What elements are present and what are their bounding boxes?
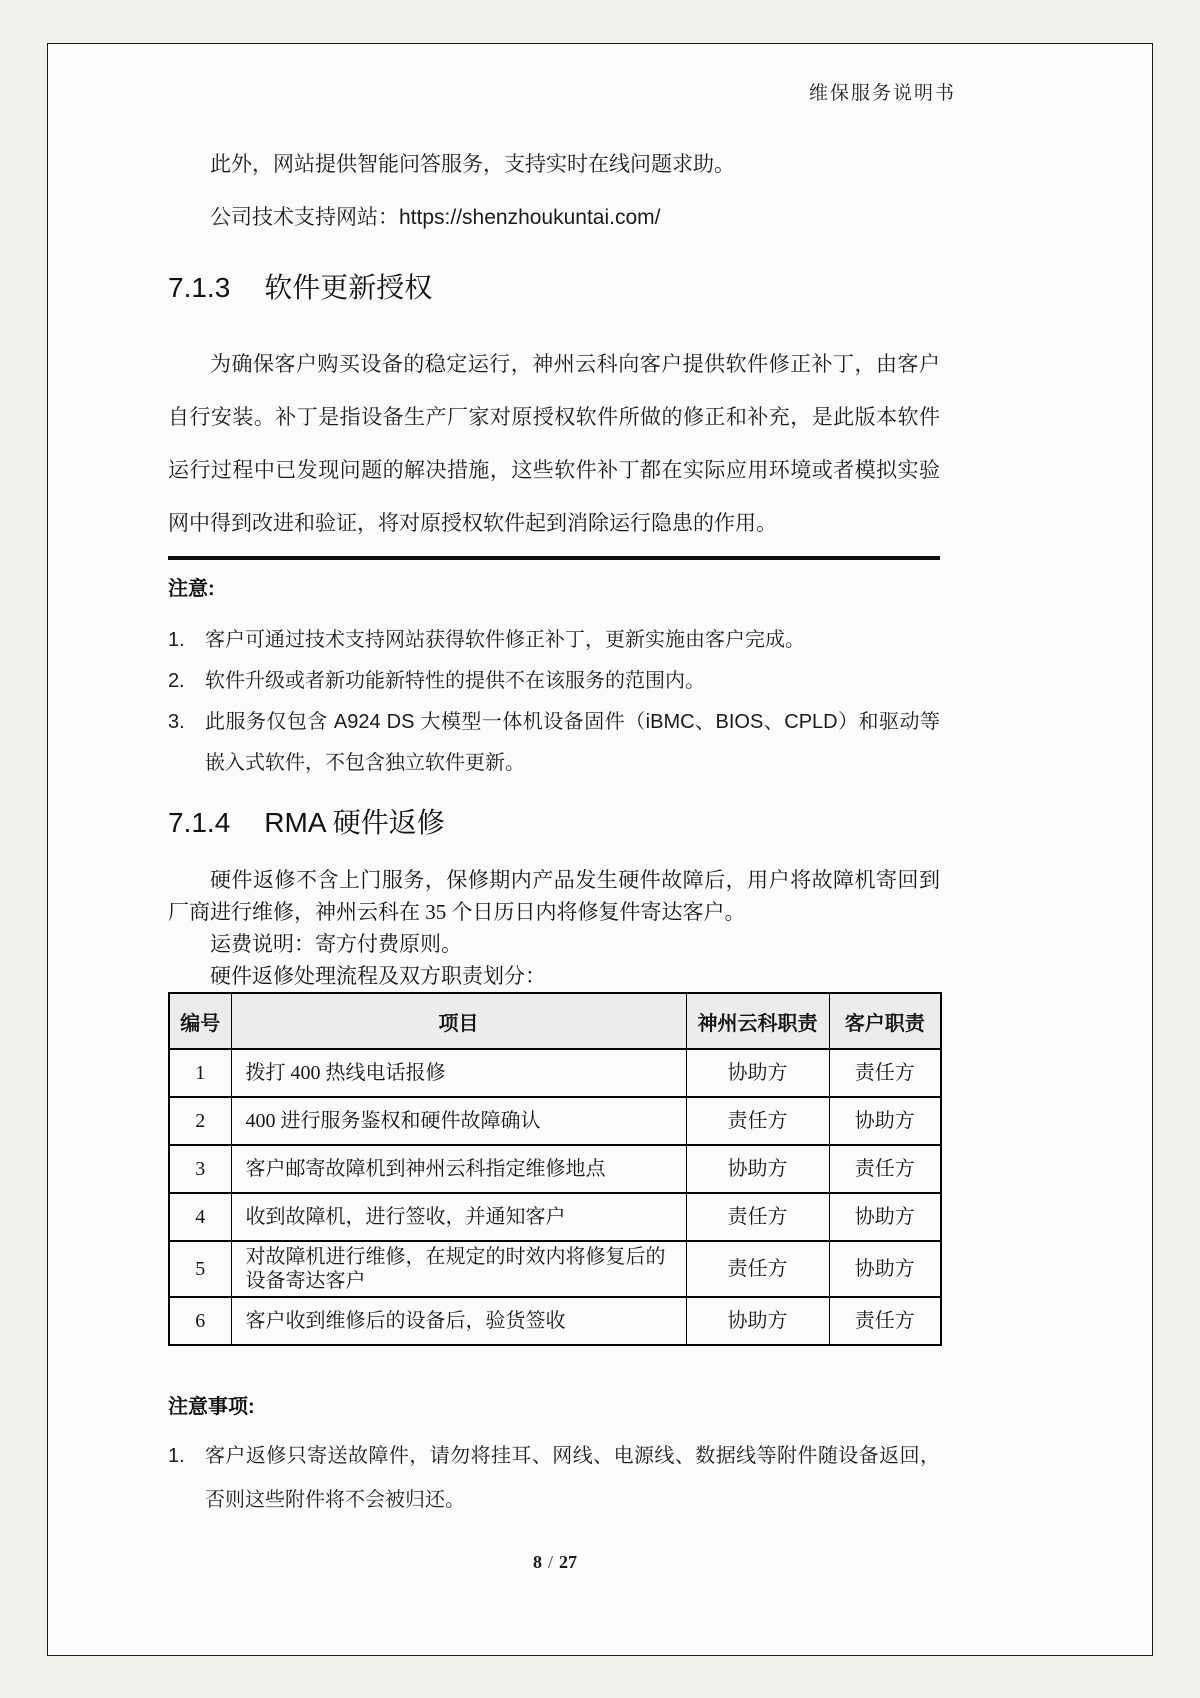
intro-paragraph: 此外，网站提供智能问答服务，支持实时在线问题求助。 — [210, 153, 735, 176]
support-site-line: 公司技术支持网站：https://shenzhoukuntai.com/ — [210, 206, 661, 229]
note-divider — [168, 556, 940, 560]
table-row — [169, 1145, 941, 1193]
cell-item: 400 进行服务鉴权和硬件故障确认 — [231, 1097, 686, 1145]
section-713-body: 为确保客户购买设备的稳定运行，神州云科向客户提供软件修正补丁，由客户自行安装。补丁是指设备生产厂家对原授权软件所做的修正和补充，是此版本软件运行过程中已发现问题的解决措施，这些软件补丁都在实际应用环境或者模拟实验网中得到改进和验证，将对原授权软件起到消除运行隐患的作用。 — [168, 353, 940, 535]
note-list — [168, 620, 940, 784]
cell-index: 1 — [169, 1049, 231, 1097]
cell-item: 客户邮寄故障机到神州云科指定维修地点 — [231, 1145, 686, 1193]
notice-label: 注意事项: — [168, 1396, 255, 1418]
cell-customer-duty: 协助方 — [829, 1097, 941, 1145]
doc-header-title: 维保服务说明书 — [808, 83, 956, 104]
table-row — [169, 1097, 941, 1145]
cell-vendor-duty: 协助方 — [686, 1049, 829, 1097]
rma-process-table — [168, 992, 942, 1346]
note-item-number: 1. — [168, 629, 185, 651]
cell-item: 拨打 400 热线电话报修 — [231, 1049, 686, 1097]
cell-item: 对故障机进行维修，在规定的时效内将修复后的设备寄达客户 — [231, 1241, 686, 1297]
cell-vendor-duty: 责任方 — [686, 1097, 829, 1145]
note-item-text: 此服务仅包含 A924 DS 大模型一体机设备固件（iBMC、BIOS、CPLD）和驱动等嵌入式软件，不包含独立软件更新。 — [205, 711, 940, 774]
cell-index: 2 — [169, 1097, 231, 1145]
cell-item: 收到故障机，进行签收，并通知客户 — [231, 1193, 686, 1241]
section-title: RMA 硬件返修 — [264, 807, 445, 838]
cell-index: 5 — [169, 1241, 231, 1297]
cell-vendor-duty: 责任方 — [686, 1193, 829, 1241]
footer-page-number: 8 — [532, 1552, 542, 1572]
table-row — [169, 1193, 941, 1241]
section-heading-714 — [168, 806, 940, 840]
cell-customer-duty: 责任方 — [829, 1145, 941, 1193]
table-row — [169, 1049, 941, 1097]
cell-customer-duty: 协助方 — [829, 1193, 941, 1241]
section-heading-713 — [168, 271, 940, 305]
notice-item-number: 1. — [168, 1445, 185, 1467]
table-row — [169, 1241, 941, 1297]
section-number: 7.1.4 — [168, 807, 231, 838]
shipping-note: 运费说明：寄方付费原则。 — [210, 932, 462, 956]
cell-vendor-duty: 协助方 — [686, 1145, 829, 1193]
cell-item: 客户收到维修后的设备后，验货签收 — [231, 1297, 686, 1345]
notice-list — [168, 1434, 940, 1522]
note-item-number: 3. — [168, 711, 185, 733]
note-item-text: 软件升级或者新功能新特性的提供不在该服务的范围内。 — [205, 670, 705, 692]
table-header-row — [169, 993, 941, 1049]
document-page — [47, 43, 1153, 1656]
cell-customer-duty: 责任方 — [829, 1049, 941, 1097]
notice-item-text: 客户返修只寄送故障件，请勿将挂耳、网线、电源线、数据线等附件随设备返回，否则这些附件将不会被归还。 — [205, 1445, 940, 1511]
cell-vendor-duty: 责任方 — [686, 1241, 829, 1297]
col-header-item: 项目 — [231, 993, 686, 1049]
note-item-number: 2. — [168, 670, 185, 692]
cell-index: 6 — [169, 1297, 231, 1345]
notice-item — [168, 1434, 940, 1522]
cell-customer-duty: 协助方 — [829, 1241, 941, 1297]
note-item-text: 客户可通过技术支持网站获得软件修正补丁，更新实施由客户完成。 — [205, 629, 805, 651]
note-label: 注意: — [168, 578, 215, 600]
footer-separator: / — [547, 1552, 553, 1572]
col-header-index: 编号 — [169, 993, 231, 1049]
section-title: 软件更新授权 — [264, 272, 433, 303]
col-header-vendor-duty: 神州云科职责 — [686, 993, 829, 1049]
page-footer — [169, 1552, 941, 1573]
rma-paragraph: 硬件返修不含上门服务，保修期内产品发生硬件故障后，用户将故障机寄回到厂商进行维修，神州云科在 35 个日历日内将修复件寄达客户。 — [168, 868, 940, 924]
table-row — [169, 1297, 941, 1345]
cell-index: 3 — [169, 1145, 231, 1193]
cell-index: 4 — [169, 1193, 231, 1241]
note-item — [168, 620, 940, 661]
col-header-customer-duty: 客户职责 — [829, 993, 941, 1049]
section-number: 7.1.3 — [168, 272, 231, 303]
note-item — [168, 702, 940, 784]
footer-total-pages: 27 — [559, 1552, 577, 1572]
cell-customer-duty: 责任方 — [829, 1297, 941, 1345]
note-item — [168, 661, 940, 702]
cell-vendor-duty: 协助方 — [686, 1297, 829, 1345]
section-714-body — [168, 864, 940, 1346]
table-caption: 硬件返修处理流程及双方职责划分： — [210, 964, 546, 988]
